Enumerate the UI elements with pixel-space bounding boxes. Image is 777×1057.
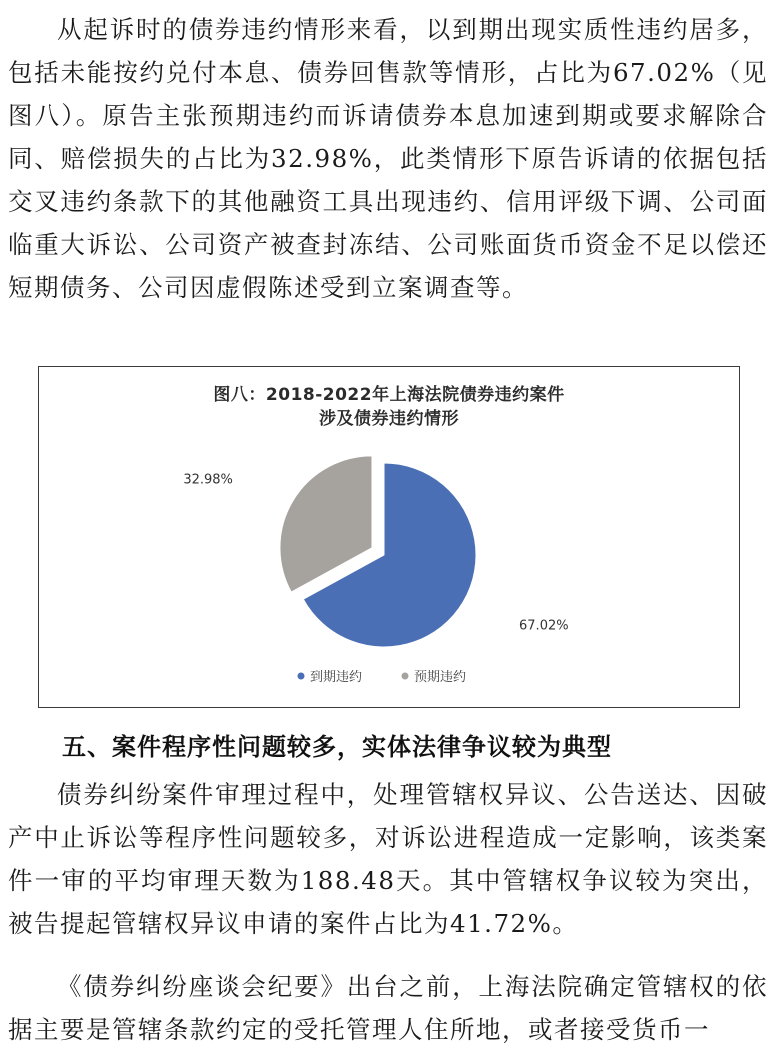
chart-title-line-1: 图八：2018-2022年上海法院债券违约案件 — [213, 385, 565, 405]
pie-chart-figure-8 — [38, 366, 740, 708]
legend-label-due-default: 到期违约 — [310, 670, 363, 685]
paragraph-violation-types: 从起诉时的债券违约情形来看，以到期出现实质性违约居多，包括未能按约兑付本息、债券回售款等情形，占比为67.02%（见图八）。原告主张预期违约而诉请债券本息加速到期或要求解除合同、赔偿损失的占比为32.98%，此类情形下原告诉请的依据包括交叉违约条款下的其他融资工具出现违约、信用评级下调、公司面临重大诉讼、公司资产被查封冻结、公司账面货币资金不足以偿还短期债务、公司因虚假陈述受到立案调查等。 — [8, 15, 768, 302]
legend-marker-anticipatory-default — [402, 673, 409, 680]
chart-title-line-2: 涉及债券违约情形 — [319, 409, 459, 429]
legend-marker-due-default — [298, 673, 305, 680]
paragraph-jurisdiction: 《债券纠纷座谈会纪要》出台之前，上海法院确定管辖权的依据主要是管辖条款约定的受托管理人住所地，或者接受货币一 — [8, 972, 768, 1044]
section-heading-5: 五、案件程序性问题较多，实体法律争议较为典型 — [62, 733, 612, 761]
paragraph-procedural-issues: 债券纠纷案件审理过程中，处理管辖权异议、公告送达、因破产中止诉讼等程序性问题较多，对诉讼进程造成一定影响，该类案件一审的平均审理天数为188.48天。其中管辖权争议较为突出，被告提起管辖权异议申请的案件占比为41.72%。 — [8, 780, 768, 938]
pie-data-label-anticipatory-default: 32.98% — [183, 472, 233, 488]
legend-label-anticipatory-default: 预期违约 — [414, 670, 467, 685]
pie-chart-canvas — [39, 367, 739, 707]
pie-data-label-due-default: 67.02% — [519, 618, 569, 634]
